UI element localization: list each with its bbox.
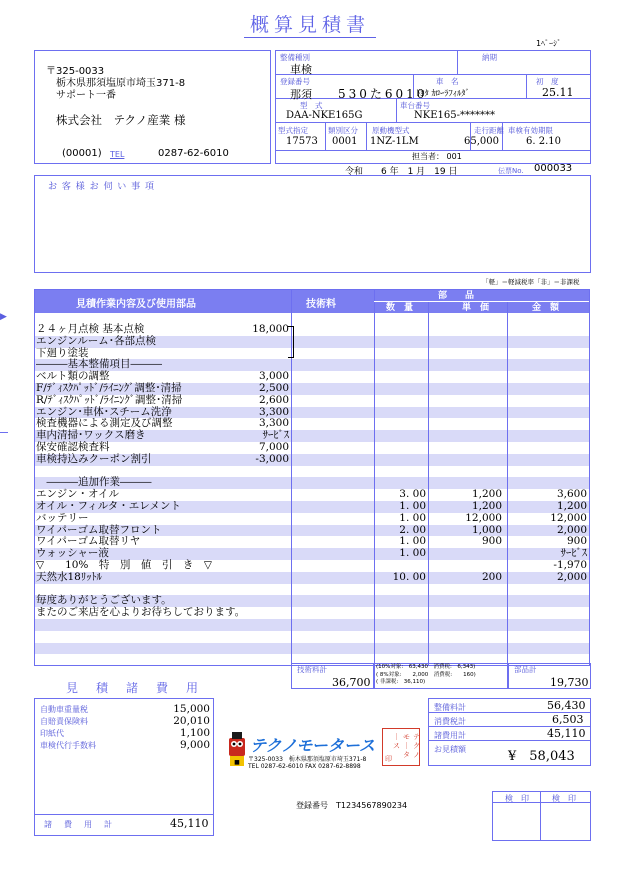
tech-total: 36,700 <box>332 676 371 689</box>
mileage: 65,000 <box>464 136 499 147</box>
cell-desc: エンジン・オイル <box>36 488 119 501</box>
cell-desc: ベルト類の調整 <box>36 370 110 383</box>
cell-desc: ▽ 10% 特 別 値 引 き ▽ <box>36 559 212 571</box>
cell-qty: 3. 00 <box>399 488 426 501</box>
cell-qty: 10. 00 <box>392 570 426 583</box>
reg-number: 530た6010 <box>338 87 428 101</box>
cell-unit-price: 1,200 <box>471 488 502 501</box>
cell-unit-price: 12,000 <box>465 511 502 524</box>
cell-desc: ウォッシャー液 <box>36 547 109 560</box>
cell-desc: 毎度ありがとうございます。 <box>36 594 172 607</box>
staff: 担当者： 001 <box>412 152 462 161</box>
parts-total: 19,730 <box>550 676 589 689</box>
cell-amount: ｻｰﾋﾞｽ <box>560 547 587 560</box>
cell-amount: 3,600 <box>556 488 587 501</box>
fee-label: 車検代行手数料 <box>40 741 96 750</box>
chassis: NKE165-******* <box>414 110 495 121</box>
cell-amount: 1,200 <box>556 500 587 512</box>
inspect-label-2: 検 印 <box>552 794 576 803</box>
cell-unit-price: 200 <box>481 570 502 583</box>
fees-title: 見 積 諸 費 用 <box>66 681 202 695</box>
service-total: 56,430 <box>547 699 586 712</box>
car-name-label: 車 名 <box>436 77 459 86</box>
svg-text:■: ■ <box>234 759 240 766</box>
cell-desc: ２４ヶ月点検 基本点検 <box>36 323 145 335</box>
fees-sum: 45,110 <box>547 727 586 740</box>
first-reg: 25.11 <box>542 86 574 99</box>
tax-legend: 「軽」＝軽減税率「非」＝非課税 <box>482 278 580 286</box>
designation-label: 型式指定 <box>278 126 308 135</box>
cell-desc: ワイパーゴム取替リヤ <box>36 535 141 548</box>
delivery-label: 納期 <box>482 53 497 62</box>
cell-desc: またのご来店を心よりお待ちしております。 <box>36 606 246 619</box>
customer-name: 株式会社 テクノ産業 様 <box>56 113 186 127</box>
first-reg-label: 初 度 <box>536 77 559 86</box>
cell-qty: 1. 00 <box>399 535 426 548</box>
cell-unit-price: 1,200 <box>471 500 502 512</box>
chassis-label: 車台番号 <box>400 101 430 110</box>
header-description: 見積作業内容及び使用部品 <box>76 299 196 310</box>
document-title: 概算見積書 <box>0 10 620 37</box>
expiry: 6. 2.10 <box>526 136 561 147</box>
cell-tech-fee: ｻｰﾋﾞｽ <box>262 429 289 442</box>
slip-label: 伝票No. <box>498 167 524 175</box>
engine: 1NZ-1LM <box>370 136 419 147</box>
inquiry-label: お 客 様 お 伺 い 事 項 <box>48 182 156 192</box>
customer-address2: サポート一番 <box>56 90 116 101</box>
svg-text:印: 印 <box>385 755 392 763</box>
category-label: 類別区分 <box>328 126 358 135</box>
cell-qty: 2. 00 <box>399 523 426 536</box>
model: DAA-NKE165G <box>286 110 363 121</box>
cell-desc: ―――基本整備項目――― <box>36 358 162 371</box>
cell-qty: 1. 00 <box>399 500 426 512</box>
cell-qty: 1. 00 <box>399 547 426 560</box>
customer-code: (00001) <box>62 148 102 159</box>
reg-label: 登録番号 <box>280 77 310 86</box>
tax-breakdown: (10%対象: 63,430 消費税: 6,343) ( 8%対象: 2,000 消費税: 160) ( 非課税: 36,110) <box>376 664 476 685</box>
header-amount: 金 額 <box>532 303 560 313</box>
cell-desc: ―――追加作業――― <box>36 476 152 489</box>
company-seal <box>382 728 420 766</box>
cell-amount: 900 <box>566 535 587 548</box>
tax-total-label: 消費税計 <box>434 717 466 726</box>
parts-total-label: 部品計 <box>514 665 537 674</box>
customer-tel: 0287-62-6010 <box>158 148 229 159</box>
cell-desc: 検査機器による測定及び調整 <box>36 417 173 430</box>
fees-sum-label: 諸費用計 <box>434 731 466 740</box>
cell-desc: バッテリー <box>36 511 89 524</box>
estimate-amount: ¥ 58,043 <box>508 749 575 764</box>
fee-value: 20,010 <box>173 715 210 727</box>
cell-unit-price: 900 <box>481 535 502 548</box>
cell-desc: F/ﾃﾞｨｽｸﾊﾟｯﾄﾞ/ﾗｲﾆﾝｸﾞ調整･清掃 <box>36 382 182 394</box>
expiry-label: 車検有効期限 <box>508 126 553 135</box>
customer-address: 栃木県那須塩原市埼玉371-8 <box>56 78 186 89</box>
cell-unit-price: 1,000 <box>471 523 502 536</box>
header-qty: 数 量 <box>386 303 414 313</box>
cell-desc: オイル・フィルタ・エレメント <box>36 500 181 512</box>
category: 0001 <box>332 136 358 147</box>
svg-text:｜: ｜ <box>393 733 400 741</box>
fee-label: 印紙代 <box>40 729 64 738</box>
issue-date: 令和 6 年 1 月 19 日 <box>345 167 458 177</box>
cell-desc: 車内清掃･ワックス磨き <box>36 429 146 442</box>
service-total-label: 整備料計 <box>434 703 466 712</box>
items-table <box>34 289 590 666</box>
work-type: 車検 <box>290 63 312 76</box>
header-unit: 単 価 <box>462 303 490 313</box>
svg-text:テ: テ <box>413 733 420 741</box>
cell-desc: R/ﾃﾞｨｽｸﾊﾟｯﾄﾞ/ﾗｲﾆﾝｸﾞ調整･清掃 <box>36 393 183 406</box>
cell-desc: エンジン･車体･スチーム洗浄 <box>36 405 172 418</box>
cell-desc: 天然水18ﾘｯﾄﾙ <box>36 570 102 583</box>
cell-tech-fee: 3,300 <box>258 405 289 418</box>
shop-address: 〒325-0033 栃木県那須塩原市埼玉371-8 <box>248 756 367 763</box>
cell-qty: 1. 00 <box>399 511 426 524</box>
cell-amount: 2,000 <box>556 523 587 536</box>
svg-text:ク: ク <box>413 742 420 750</box>
fee-value: 9,000 <box>179 739 210 751</box>
model-label: 型 式 <box>300 101 323 110</box>
tax-total: 6,503 <box>552 713 584 726</box>
shop-registration: 登録番号 T1234567890234 <box>296 801 408 810</box>
cell-tech-fee: 7,000 <box>258 441 289 453</box>
cell-desc: 下廻り塗装 <box>36 346 89 359</box>
cell-desc: ワイパーゴム取替フロント <box>36 523 162 536</box>
slip-number: 000033 <box>534 163 573 174</box>
fees-total-label: 諸 費 用 計 <box>44 820 114 829</box>
tel-label: TEL <box>110 150 125 159</box>
reg-area: 那須 <box>290 88 312 101</box>
car-name: ﾄﾖﾀ ｶﾛｰﾗﾌｨﾙﾀﾞ <box>416 89 470 99</box>
header-parts: 部 品 <box>438 291 475 301</box>
svg-text:｜: ｜ <box>403 742 410 750</box>
cell-desc: エンジンルーム･各部点検 <box>36 334 156 347</box>
cell-amount: -1,970 <box>553 559 587 571</box>
estimate-label: お見積額 <box>434 745 466 754</box>
left-margin-marker: ▶ <box>0 312 7 322</box>
cell-desc: 車検持込みクーポン割引 <box>36 452 152 465</box>
tech-total-label: 技術料計 <box>297 665 327 674</box>
cell-tech-fee: -3,000 <box>255 452 289 465</box>
svg-text:ス: ス <box>393 742 400 750</box>
mileage-label: 走行距離 <box>474 126 504 135</box>
customer-postal: 〒325-0033 <box>46 66 105 77</box>
page-number: 1ﾍﾟｰｼﾞ <box>536 39 562 48</box>
svg-text:ノ: ノ <box>413 751 420 759</box>
inspect-label: 検 印 <box>505 794 529 803</box>
engine-label: 原動機型式 <box>372 126 410 135</box>
fee-label: 自動車重量税 <box>40 705 88 714</box>
work-type-label: 整備種別 <box>280 53 310 62</box>
cell-amount: 12,000 <box>550 511 587 524</box>
shop-phone: TEL 0287-62-6010 FAX 0287-62-8898 <box>248 763 361 770</box>
fee-label: 自賠責保険料 <box>40 717 88 726</box>
cell-amount: 2,000 <box>556 570 587 583</box>
header-tech-fee: 技術料 <box>306 299 336 310</box>
fees-total: 45,110 <box>170 817 209 830</box>
svg-text:タ: タ <box>403 751 410 759</box>
cell-tech-fee: 2,500 <box>258 382 289 394</box>
cell-tech-fee: 3,300 <box>258 417 289 430</box>
shop-name: テクノモータース <box>250 736 375 755</box>
designation: 17573 <box>286 136 318 147</box>
fee-value: 1,100 <box>179 727 210 739</box>
svg-text:モ: モ <box>403 733 410 741</box>
mascot-logo <box>228 730 246 770</box>
fee-value: 15,000 <box>173 703 210 715</box>
cell-tech-fee: 2,600 <box>258 393 289 406</box>
cell-tech-fee: 3,000 <box>258 370 289 383</box>
cell-desc: 保安確認検査料 <box>36 441 110 453</box>
cell-tech-fee: 18,000 <box>252 323 289 335</box>
